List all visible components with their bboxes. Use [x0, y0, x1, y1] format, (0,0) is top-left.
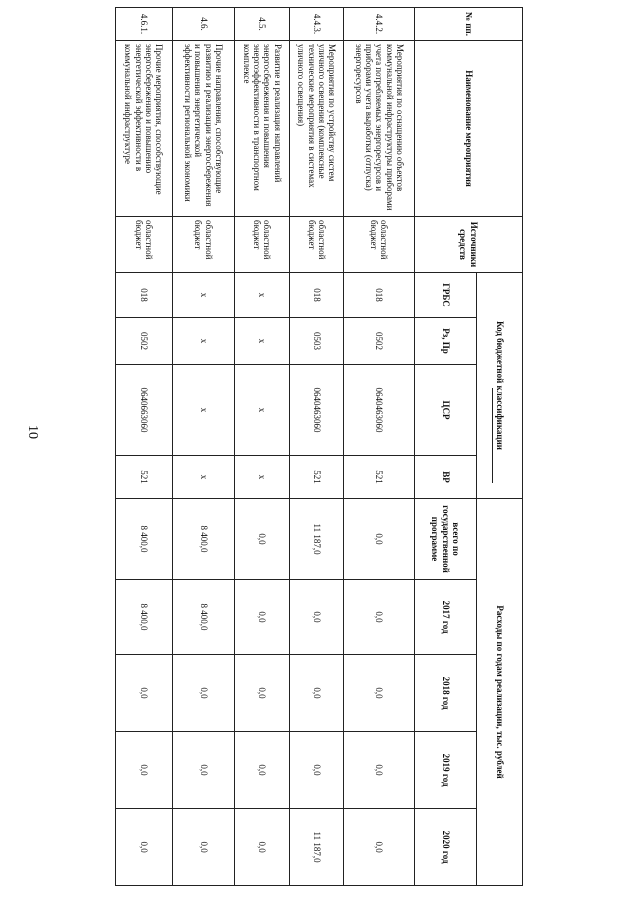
cell-total: 8 400,0 — [116, 499, 173, 580]
cell-grbs: 018 — [116, 273, 173, 318]
cell-source: областной бюджет — [235, 217, 290, 273]
cell-y2019: 0,0 — [172, 732, 235, 809]
rotated-table-wrapper — [115, 7, 523, 885]
header-name: Наименование мероприятия — [415, 41, 523, 217]
cell-y2017: 0,0 — [235, 580, 290, 655]
header-rz: Рз, Пр — [415, 318, 477, 365]
cell-source: областной бюджет — [289, 217, 344, 273]
cell-total: 0,0 — [235, 499, 290, 580]
cell-y2020: 11 187,0 — [289, 809, 344, 886]
cell-y2019: 0,0 — [116, 732, 173, 809]
cell-source: областной бюджет — [344, 217, 415, 273]
cell-y2019: 0,0 — [235, 732, 290, 809]
cell-grbs: 018 — [344, 273, 415, 318]
cell-total: 11 187,0 — [289, 499, 344, 580]
table-row — [344, 8, 415, 886]
cell-rz: x — [235, 318, 290, 365]
header-num: № пп. — [415, 8, 523, 41]
cell-num: 4.6. — [172, 8, 235, 41]
header-expenses: Расходы по годам реализации, тыс. рублей — [477, 499, 523, 886]
cell-num: 4.5. — [235, 8, 290, 41]
cell-source: областной бюджет — [116, 217, 173, 273]
table-row — [235, 8, 290, 886]
cell-name: Мероприятия по устройству систем уличного освещения (комплексные технические мероприятия в системах уличного освещения) — [289, 41, 344, 217]
cell-vr: 521 — [116, 456, 173, 499]
header-2020: 2020 год — [415, 809, 477, 886]
cell-rz: x — [172, 318, 235, 365]
header-2017: 2017 год — [415, 580, 477, 655]
cell-y2018: 0,0 — [172, 655, 235, 732]
cell-y2020: 0,0 — [235, 809, 290, 886]
cell-csr: 0640463060 — [344, 365, 415, 456]
header-2018: 2018 год — [415, 655, 477, 732]
cell-y2017: 8 400,0 — [116, 580, 173, 655]
cell-y2018: 0,0 — [289, 655, 344, 732]
cell-num: 4.4.2. — [344, 8, 415, 41]
budget-table — [115, 7, 523, 886]
cell-vr: x — [235, 456, 290, 499]
cell-y2020: 0,0 — [116, 809, 173, 886]
cell-total: 8 400,0 — [172, 499, 235, 580]
cell-name: Прочие мероприятия, способствующие энергосбережению и повышению энергетической эффективности в коммунальной инфраструктуре — [116, 41, 173, 217]
cell-csr: 0640463060 — [289, 365, 344, 456]
cell-vr: 521 — [344, 456, 415, 499]
cell-y2017: 0,0 — [289, 580, 344, 655]
cell-vr: 521 — [289, 456, 344, 499]
cell-num: 4.6.1. — [116, 8, 173, 41]
cell-csr: x — [235, 365, 290, 456]
table-row — [289, 8, 344, 886]
table-row — [172, 8, 235, 886]
cell-y2020: 0,0 — [344, 809, 415, 886]
cell-y2018: 0,0 — [116, 655, 173, 732]
page-number: 10 — [25, 425, 40, 439]
cell-y2018: 0,0 — [344, 655, 415, 732]
cell-source: областной бюджет — [172, 217, 235, 273]
header-grbs: ГРБС — [415, 273, 477, 318]
cell-y2018: 0,0 — [235, 655, 290, 732]
table-body — [116, 8, 415, 886]
header-source: Источники средств — [415, 217, 523, 273]
cell-rz: 0502 — [116, 318, 173, 365]
cell-grbs: 018 — [289, 273, 344, 318]
cell-grbs: x — [235, 273, 290, 318]
header-vr: ВР — [415, 456, 477, 499]
cell-csr: 0640663060 — [116, 365, 173, 456]
cell-name: Прочие направления, способствующие развитию и реализации энергосбережения и повышения энергетической эффективности региональной экономики — [172, 41, 235, 217]
cell-rz: 0503 — [289, 318, 344, 365]
cell-y2020: 0,0 — [172, 809, 235, 886]
cell-y2019: 0,0 — [344, 732, 415, 809]
cell-num: 4.4.3. — [289, 8, 344, 41]
cell-total: 0,0 — [344, 499, 415, 580]
header-budget-classification: Код бюджетной классификации — [477, 273, 523, 499]
cell-y2019: 0,0 — [289, 732, 344, 809]
cell-grbs: x — [172, 273, 235, 318]
header-2019: 2019 год — [415, 732, 477, 809]
cell-vr: x — [172, 456, 235, 499]
table-header — [415, 8, 523, 886]
cell-y2017: 8 400,0 — [172, 580, 235, 655]
cell-name: Развитие и реализация направлений энергосбережения и повышения энергоэффективности в транспортном комплексе — [235, 41, 290, 217]
cell-name: Мероприятия по оснащению объектов коммунальной инфраструктуры приборами учета потребляемых энергоресурсов и приборами учета выработки (отпуска) энергоресурсов — [344, 41, 415, 217]
header-csr: ЦСР — [415, 365, 477, 456]
cell-rz: 0502 — [344, 318, 415, 365]
header-total: всего по государственной программе — [415, 499, 477, 580]
cell-y2017: 0,0 — [344, 580, 415, 655]
cell-csr: x — [172, 365, 235, 456]
table-row — [116, 8, 173, 886]
